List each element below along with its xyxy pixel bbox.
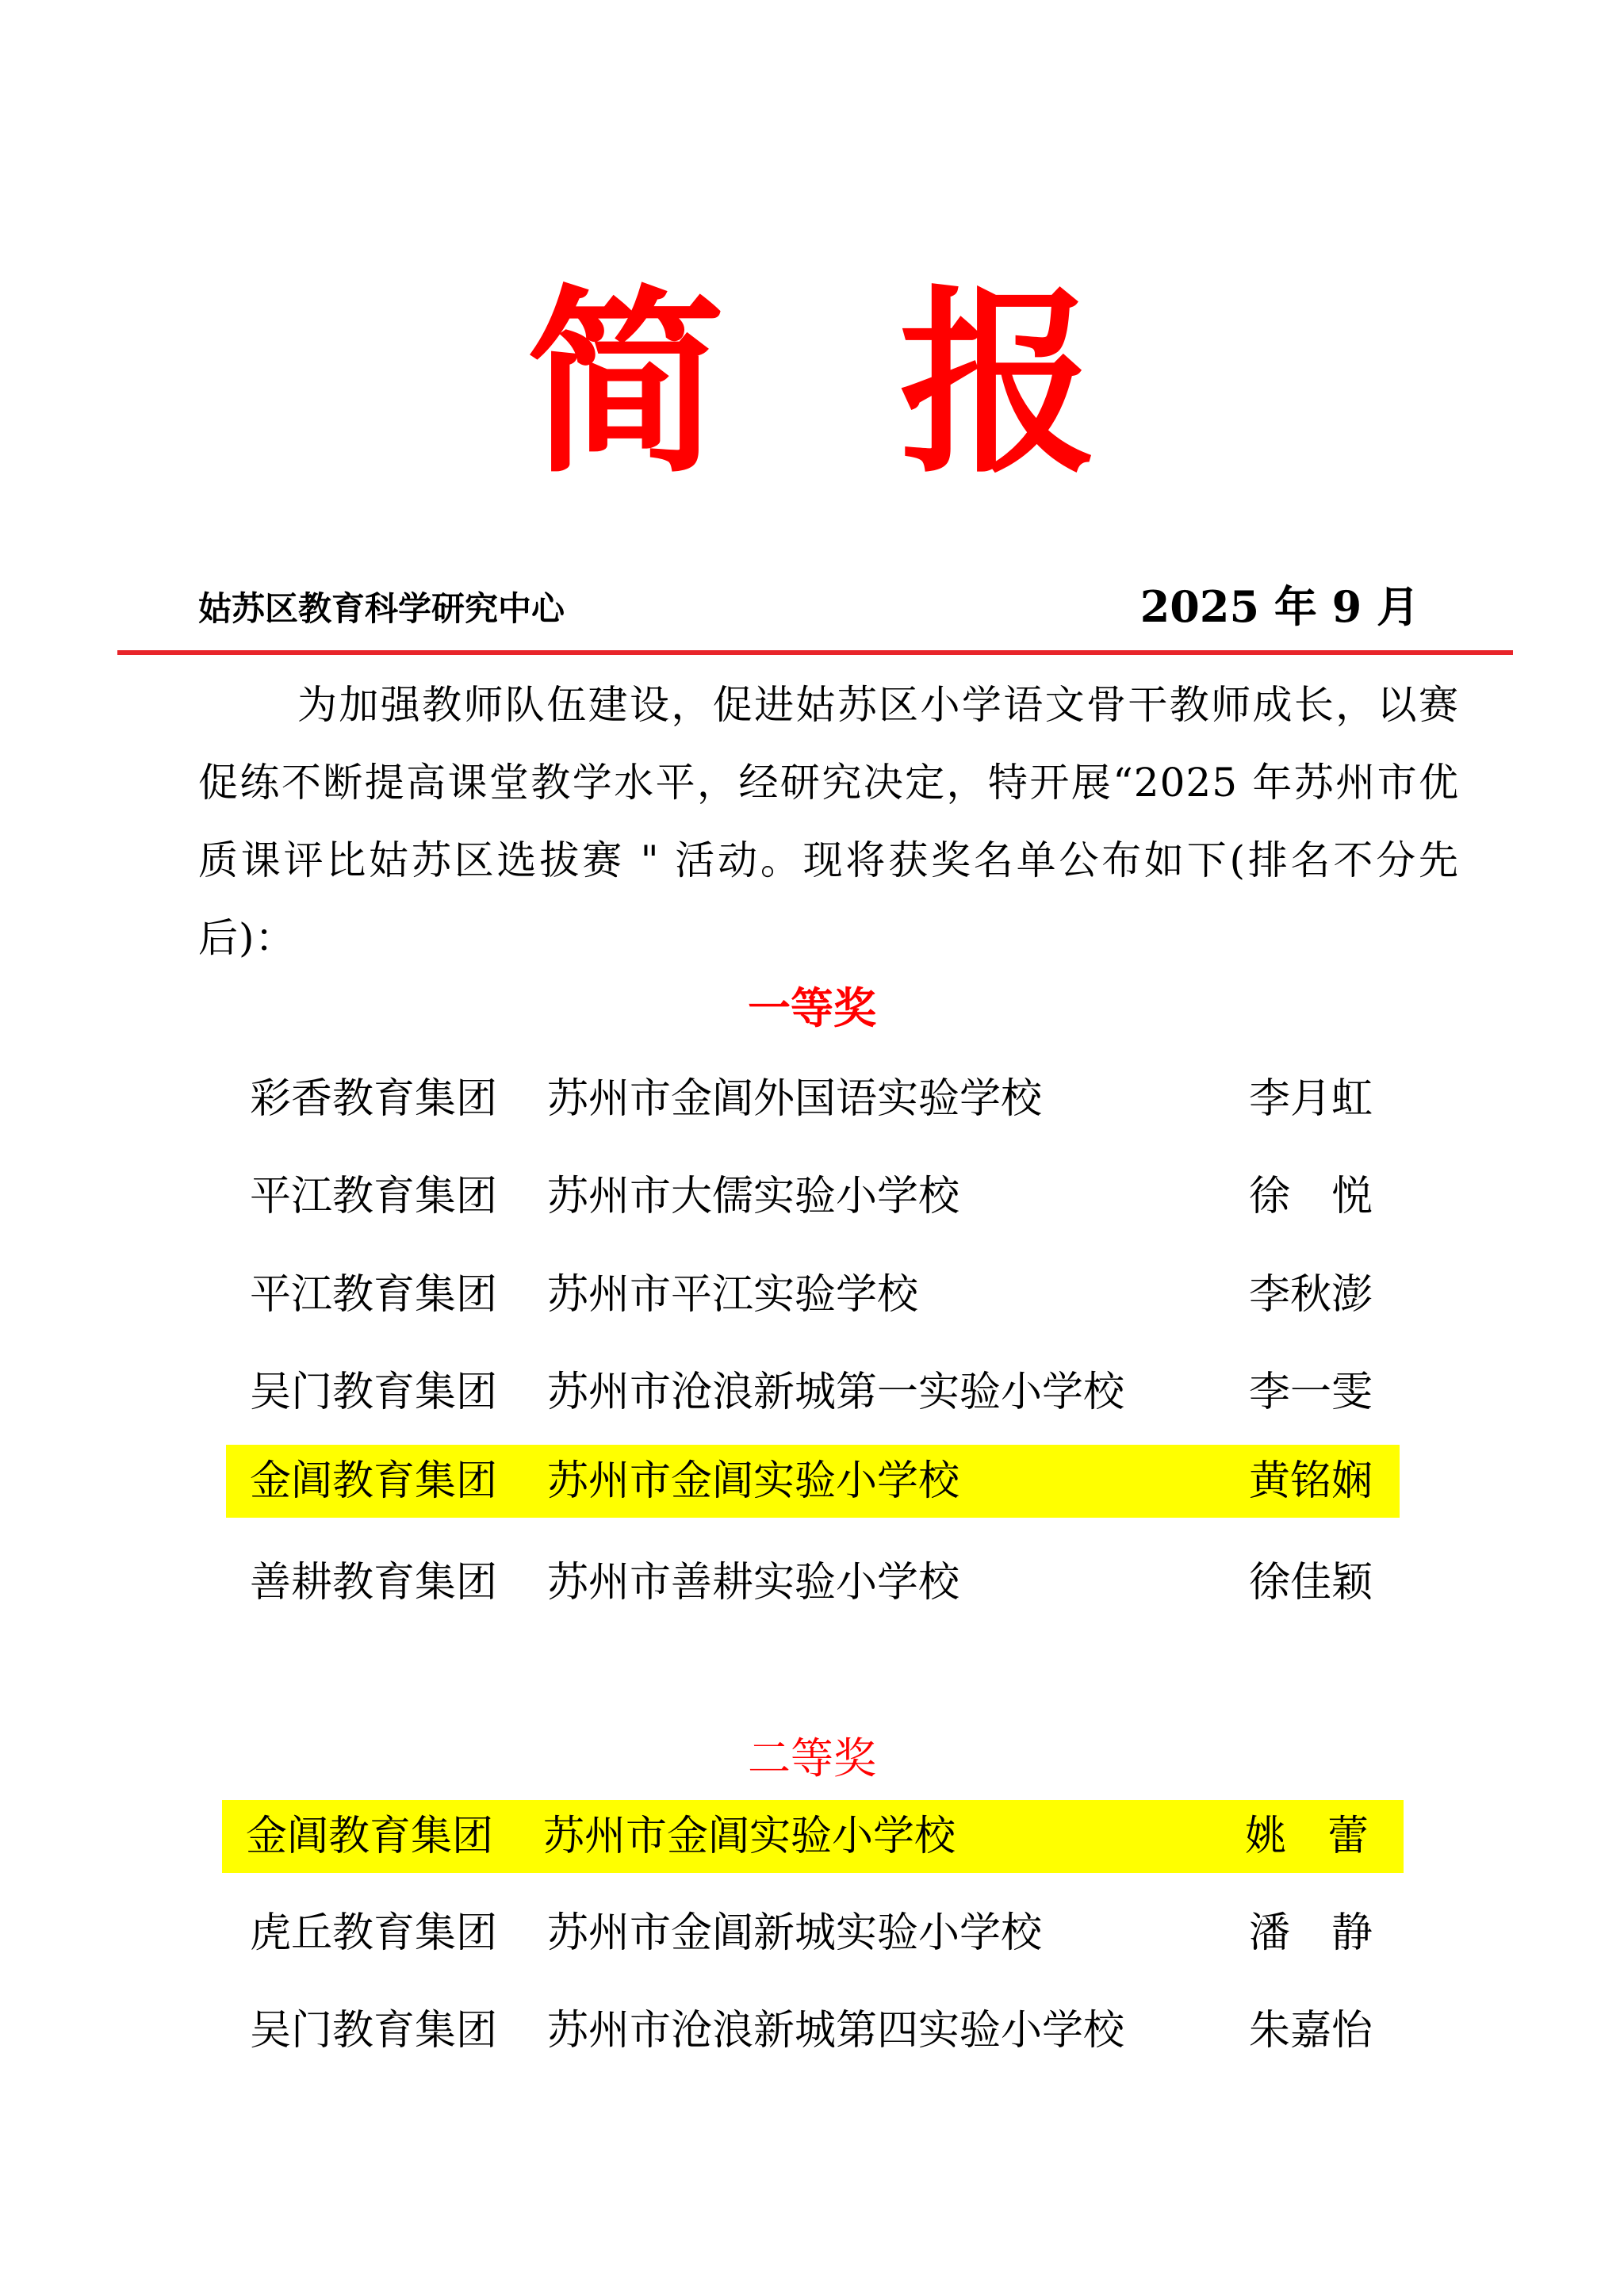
title-char-2: 报: [899, 269, 1097, 500]
winner-name: 徐 悦: [1249, 1173, 1373, 1220]
winner-name: 李月虹: [1249, 1075, 1373, 1123]
title-char-1: 简: [527, 269, 725, 500]
issuing-organization: 姑苏区教育科学研究中心: [198, 589, 565, 628]
school-name: 苏州市大儒实验小学校: [547, 1173, 960, 1220]
winner-name: 李一雯: [1249, 1369, 1373, 1416]
education-group: 吴门教育集团: [250, 1369, 498, 1416]
education-group: 金阊教育集团: [246, 1813, 494, 1860]
school-name: 苏州市金阊外国语实验学校: [547, 1075, 1043, 1123]
education-group: 平江教育集团: [250, 1173, 498, 1220]
first-prize-row: [226, 1160, 1400, 1233]
winner-name: 李秋澎: [1249, 1271, 1373, 1319]
school-name: 苏州市沧浪新城第四实验小学校: [547, 2007, 1125, 2055]
school-name: 苏州市善耕实验小学校: [547, 1559, 960, 1607]
second-prize-row: [226, 1897, 1400, 1970]
first-prize-heading: 一等奖: [748, 983, 876, 1033]
winner-name: 徐佳颖: [1249, 1559, 1373, 1607]
school-name: 苏州市沧浪新城第一实验小学校: [547, 1369, 1125, 1416]
school-name: 苏州市金阊实验小学校: [543, 1813, 956, 1860]
education-group: 平江教育集团: [250, 1271, 498, 1319]
winner-name: 潘 静: [1249, 1909, 1373, 1957]
education-group: 虎丘教育集团: [250, 1909, 498, 1957]
second-prize-row: [226, 1994, 1400, 2067]
header-divider: [117, 650, 1513, 655]
intro-paragraph: 为加强教师队伍建设，促进姑苏区小学语文骨干教师成长，以赛促练不断提高课堂教学水平，经研究决定，特开展“2025 年苏州市优质课评比姑苏区选拔赛 " 活动。现将获奖名单公布如下(排名不分先后)：: [198, 682, 1459, 961]
first-prize-row-highlighted: [226, 1445, 1400, 1518]
school-name: 苏州市平江实验学校: [547, 1271, 919, 1319]
winner-name: 朱嘉怡: [1249, 2007, 1373, 2055]
education-group: 善耕教育集团: [250, 1559, 498, 1607]
first-prize-row: [226, 1258, 1400, 1331]
school-name: 苏州市金阊新城实验小学校: [547, 1909, 1043, 1957]
winner-name: 黄铭娴: [1249, 1457, 1373, 1505]
second-prize-row-highlighted: [222, 1800, 1404, 1873]
winner-name: 姚 蕾: [1245, 1813, 1369, 1860]
first-prize-row: [226, 1356, 1400, 1429]
issue-date: 2025 年 9 月: [1139, 581, 1419, 632]
school-name: 苏州市金阊实验小学校: [547, 1457, 960, 1505]
education-group: 彩香教育集团: [250, 1075, 498, 1123]
education-group: 金阊教育集团: [250, 1457, 498, 1505]
second-prize-heading: 二等奖: [748, 1733, 876, 1783]
document-header: [198, 579, 1419, 634]
education-group: 吴门教育集团: [250, 2007, 498, 2055]
first-prize-row: [226, 1546, 1400, 1619]
document-title: [0, 269, 1624, 500]
first-prize-row: [226, 1063, 1400, 1136]
